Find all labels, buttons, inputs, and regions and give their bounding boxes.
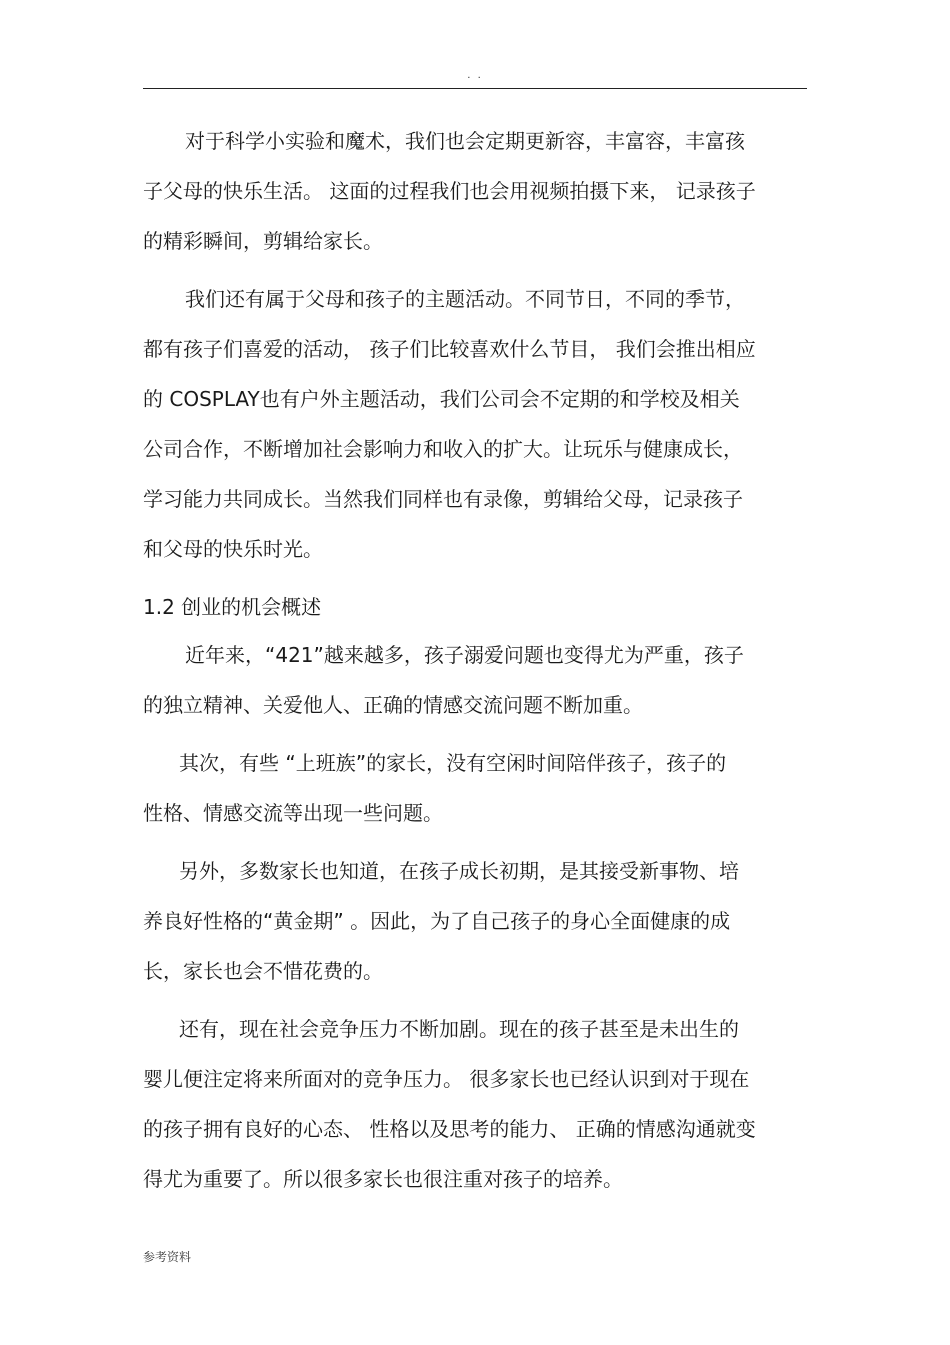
header-divider — [143, 88, 807, 89]
paragraph-line: 都有孩子们喜爱的活动， 孩子们比较喜欢什么节目， 我们会推出相应 — [143, 337, 756, 361]
paragraph-line: 还有，现在社会竞争压力不断加剧。现在的孩子甚至是未出生的 — [179, 1017, 739, 1041]
paragraph-competition-pressure — [143, 1008, 807, 1208]
paragraph-line: 其次，有些 “上班族”的家长，没有空闲时间陪伴孩子，孩子的 — [179, 751, 727, 775]
paragraph-line: 对于科学小实验和魔术，我们也会定期更新容，丰富容，丰富孩 — [185, 129, 745, 153]
paragraph-golden-period — [143, 850, 807, 1000]
paragraph-line: 另外，多数家长也知道，在孩子成长初期，是其接受新事物、培 — [179, 859, 739, 883]
paragraph-line: 性格、情感交流等出现一些问题。 — [143, 801, 443, 825]
paragraph-working-parents — [143, 742, 807, 842]
paragraph-line: 我们还有属于父母和孩子的主题活动。不同节日，不同的季节， — [185, 287, 745, 311]
paragraph-line: 长，家长也会不惜花费的。 — [143, 959, 383, 983]
paragraph-line: 的独立精神、关爱他人、正确的情感交流问题不断加重。 — [143, 693, 643, 717]
paragraph-line: 的 COSPLAY也有户外主题活动，我们公司会不定期的和学校及相关 — [143, 387, 740, 411]
footer-label: 参考资料 — [143, 1250, 192, 1264]
document-body — [143, 120, 807, 1216]
paragraph-theme-activities — [143, 278, 807, 578]
header-mark: . . — [467, 70, 483, 81]
paragraph-line: 的精彩瞬间，剪辑给家长。 — [143, 229, 383, 253]
paragraph-line: 子父母的快乐生活。 这面的过程我们也会用视频拍摄下来， 记录孩子 — [143, 179, 756, 203]
paragraph-line: 和父母的快乐时光。 — [143, 537, 323, 561]
paragraph-line: 婴儿便注定将来所面对的竞争压力。 很多家长也已经认识到对于现在 — [143, 1067, 750, 1091]
paragraph-line: 的孩子拥有良好的心态、 性格以及思考的能力、 正确的情感沟通就变 — [143, 1117, 756, 1141]
paragraph-line: 得尤为重要了。所以很多家长也很注重对孩子的培养。 — [143, 1167, 623, 1191]
paragraph-science-experiments — [143, 120, 807, 270]
section-heading: 1.2 创业的机会概述 — [143, 595, 322, 619]
paragraph-line: 养良好性格的“黄金期” 。因此，为了自己孩子的身心全面健康的成 — [143, 909, 731, 933]
paragraph-line: 近年来，“421”越来越多，孩子溺爱问题也变得尤为严重，孩子 — [185, 643, 744, 667]
paragraph-spoiling-problem — [143, 634, 807, 734]
paragraph-line: 学习能力共同成长。当然我们同样也有录像，剪辑给父母，记录孩子 — [143, 487, 743, 511]
paragraph-line: 公司合作，不断增加社会影响力和收入的扩大。让玩乐与健康成长， — [143, 437, 743, 461]
